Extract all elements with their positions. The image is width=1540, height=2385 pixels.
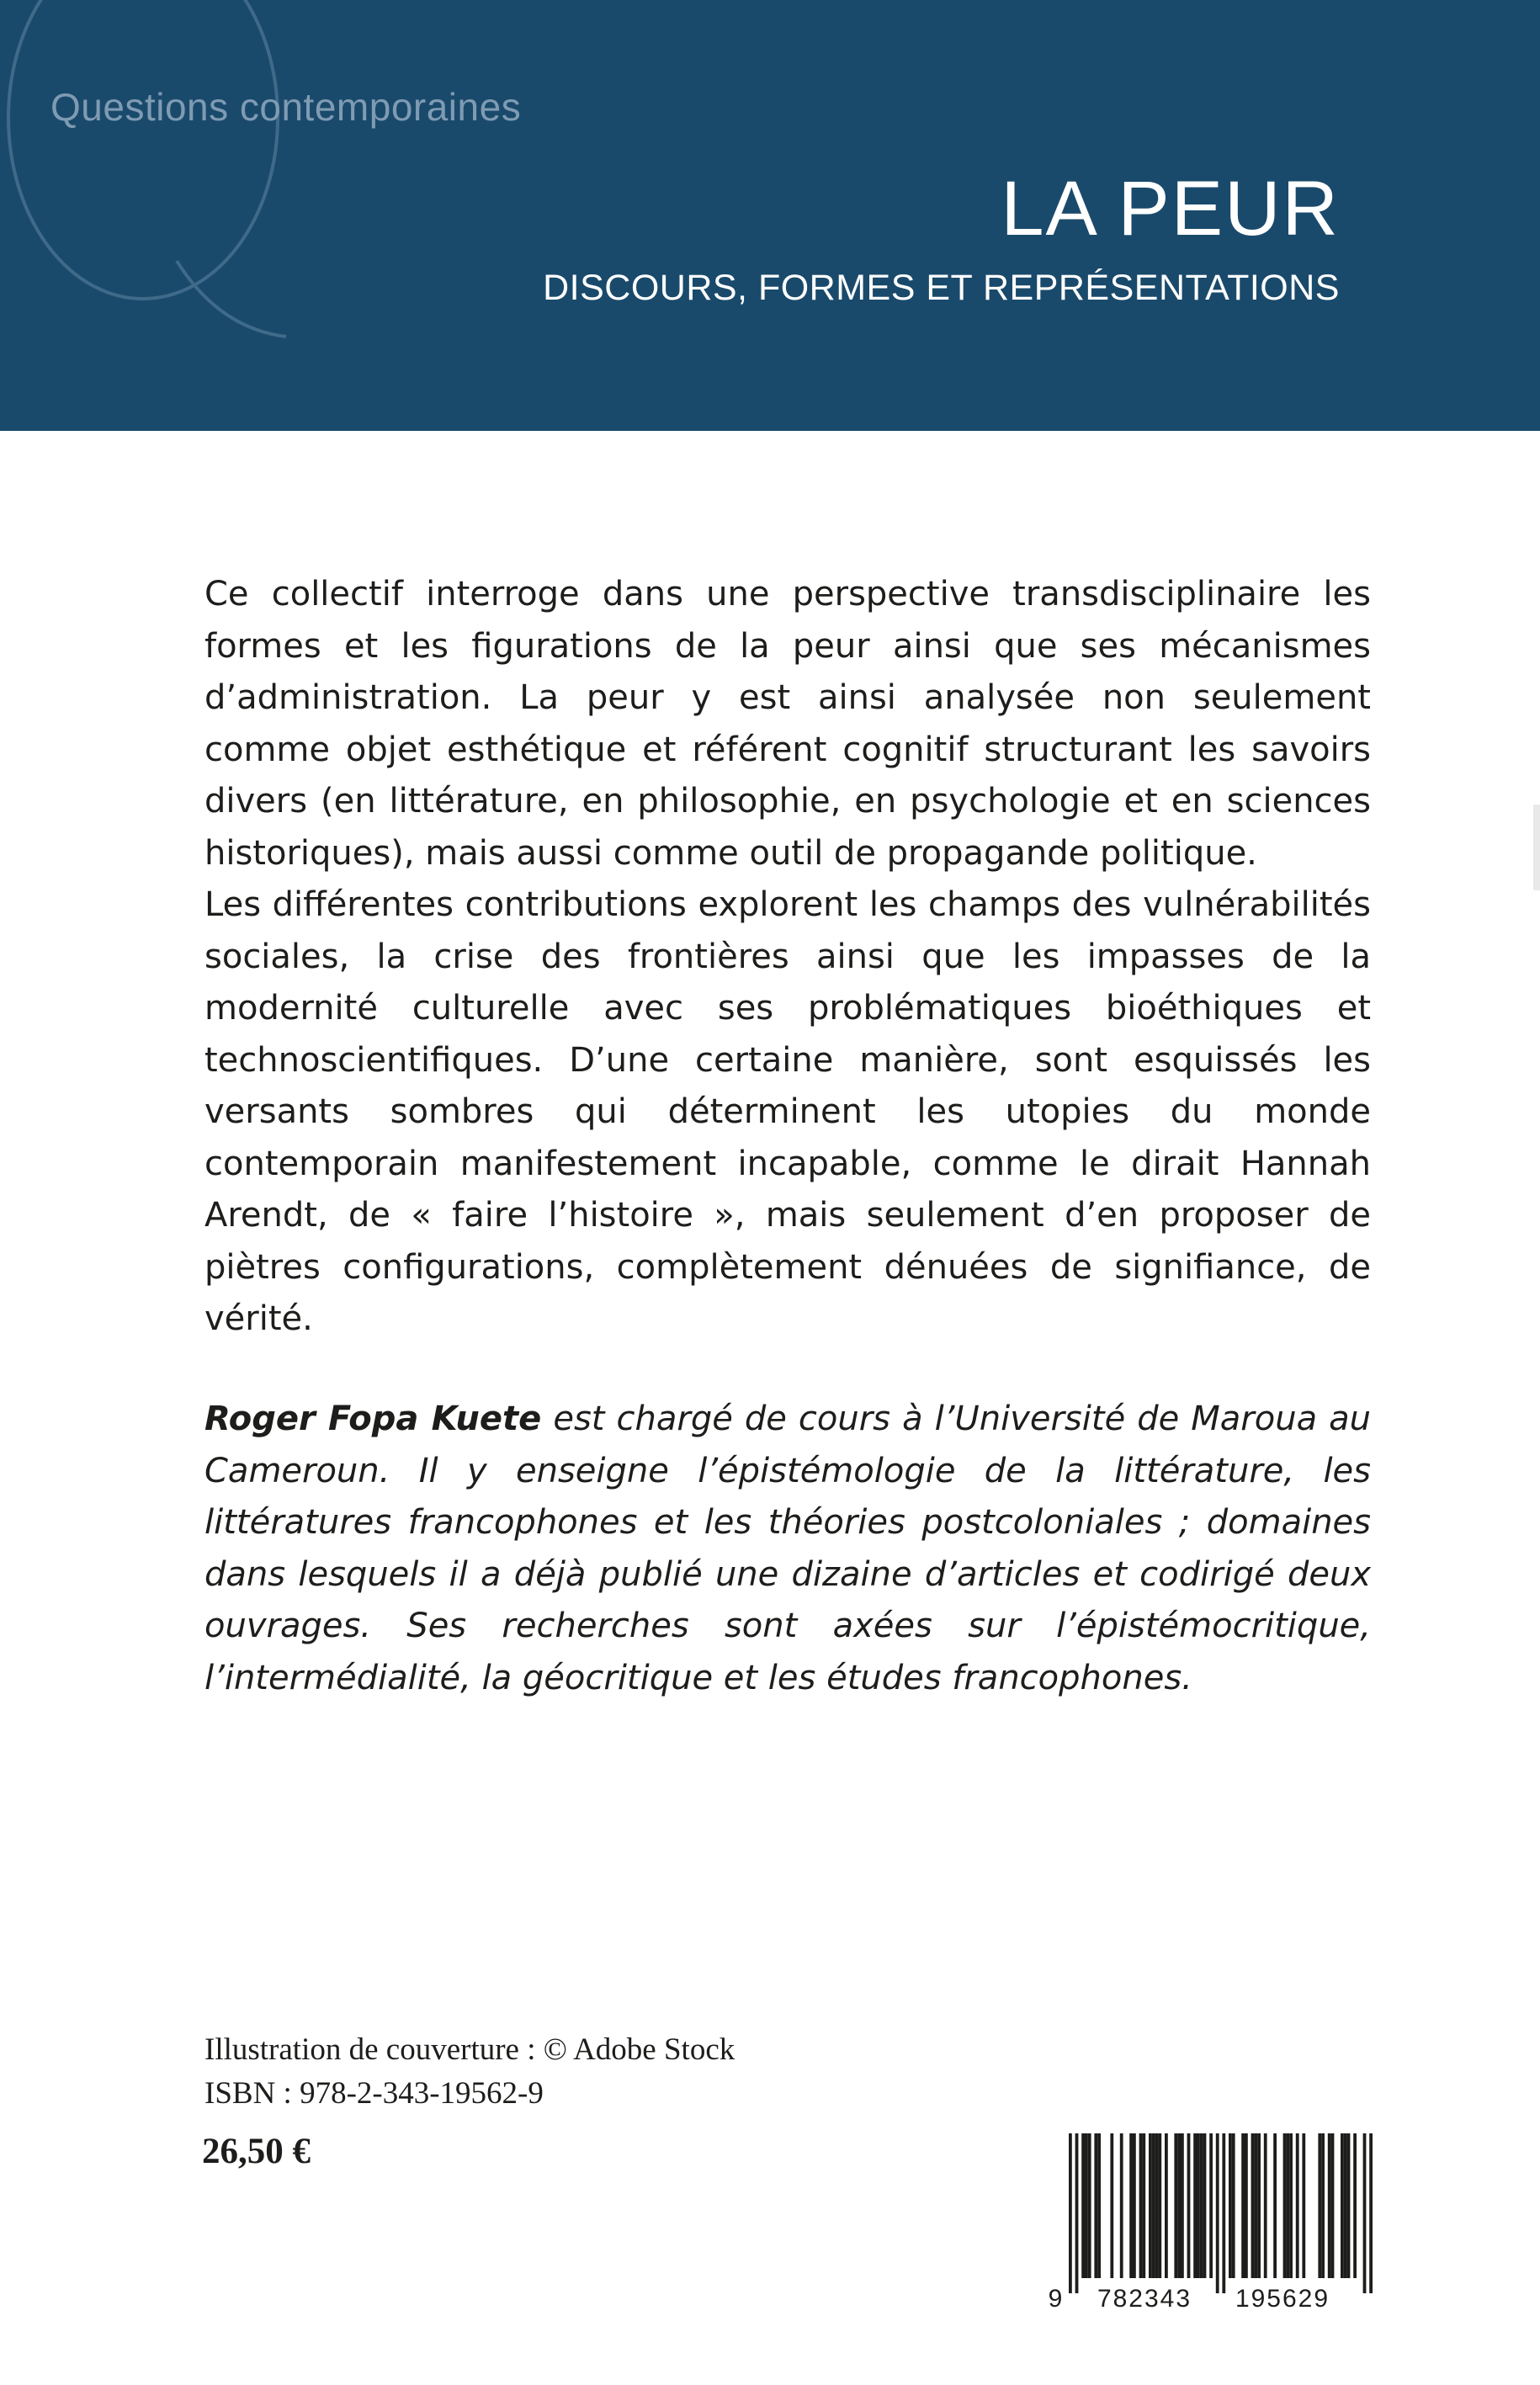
barcode-bar (1328, 2133, 1331, 2278)
barcode-bar (1139, 2133, 1143, 2278)
barcode-bar (1289, 2133, 1293, 2278)
spine-edge-mark (1533, 805, 1540, 890)
barcode-bar (1174, 2133, 1177, 2278)
barcode-bar (1069, 2133, 1072, 2293)
barcode-bar (1094, 2133, 1097, 2278)
cover-header (0, 0, 1540, 431)
barcode-bar (1286, 2133, 1289, 2278)
barcode-bar (1177, 2133, 1181, 2278)
barcode-bar (1088, 2133, 1091, 2278)
barcode-bar (1363, 2133, 1367, 2293)
barcode-bar (1254, 2133, 1257, 2278)
barcode-bar (1200, 2133, 1203, 2278)
q-letter-icon (0, 0, 337, 345)
barcode-bar (1232, 2133, 1235, 2278)
barcode-bar (1302, 2133, 1305, 2278)
synopsis-paragraph-1: Ce collectif interroge dans une perspective transdisciplinaire les formes et les figurations de la peur ainsi que ses mécanismes d’administration. La peur y est ainsi analysée non seulement comme objet esthétique et référent cognitif structurant les savoirs divers (en littérature, en philosophie, en psychologie et en sciences historiques), mais aussi comme outil de propagande politique. (204, 575, 1371, 873)
barcode-bar (1353, 2133, 1357, 2278)
barcode-digit-group-1: 782343 (1097, 2285, 1192, 2310)
isbn: ISBN : 978-2-343-19562-9 (204, 2076, 544, 2111)
barcode-bar (1257, 2133, 1261, 2278)
barcode-bar (1273, 2133, 1277, 2278)
barcode-bar (1142, 2133, 1145, 2278)
barcode-bar (1347, 2133, 1351, 2278)
barcode-digit-first: 9 (1048, 2285, 1063, 2310)
barcode-bar (1110, 2133, 1113, 2278)
barcode-bar (1120, 2133, 1123, 2278)
barcode-bar (1229, 2133, 1232, 2278)
barcode-bar (1165, 2133, 1168, 2278)
author-name: Roger Fopa Kuete (204, 1400, 542, 1438)
barcode-bar (1133, 2133, 1136, 2278)
barcode-bar (1085, 2133, 1088, 2278)
barcode-bar (1222, 2133, 1225, 2293)
barcode-bar (1149, 2133, 1152, 2278)
barcode-bars (1069, 2133, 1373, 2293)
barcode-bar (1264, 2133, 1267, 2278)
barcode-bar (1341, 2133, 1344, 2278)
barcode-digit-group-2: 195629 (1235, 2285, 1330, 2310)
barcode-bar (1283, 2133, 1287, 2278)
barcode-bar (1097, 2133, 1101, 2278)
barcode-bar (1209, 2133, 1213, 2278)
synopsis-paragraph-2: Les différentes contributions explorent les champs des vulnérabilités sociales, la crise des frontières ainsi que les impasses de la modernité culturelle avec ses problématiques bioéthiques et technoscientifiques. D’une certaine manière, sont esquissés les versants sombres qui déterminent les utopies du monde contemporain manifestement incapable, comme le dirait Hannah Arendt, de « faire l’histoire », mais seulement d’en proposer de piètres configurations, complètement dénuées de signifiance, de vérité. (204, 885, 1371, 1338)
barcode-bar (1158, 2133, 1161, 2278)
barcode-bar (1369, 2133, 1373, 2293)
barcode-bar (1296, 2133, 1299, 2278)
price: 26,50 € (202, 2132, 311, 2171)
ean13-barcode-icon (1043, 2133, 1390, 2310)
barcode-bar (1155, 2133, 1159, 2278)
barcode-bar (1216, 2133, 1219, 2293)
author-bio-text: est chargé de cours à l’Université de Maroua au Cameroun. Il y enseigne l’épistémologie de la littérature, les littératures francophones et les théories postcoloniales ; domaines dans lesquels il a déjà publié une dizaine d’articles et codirigé deux ouvrages. Ses recherches sont axées sur l’épistémocritique, l’intermédialité, la géocritique et les études francophones. (204, 1400, 1371, 1697)
series-name: Questions contemporaines (50, 85, 522, 129)
author-bio (204, 1394, 1371, 1704)
barcode-bar (1181, 2133, 1184, 2278)
barcode-bar (1331, 2133, 1335, 2278)
barcode-bar (1152, 2133, 1155, 2278)
barcode-bar (1321, 2133, 1325, 2278)
barcode-bar (1251, 2133, 1255, 2278)
book-title: LA PEUR (1001, 166, 1340, 252)
credits (204, 2028, 735, 2116)
barcode-bar (1245, 2133, 1248, 2278)
barcode-bar (1193, 2133, 1197, 2278)
synopsis (204, 569, 1371, 1346)
barcode-bar (1344, 2133, 1347, 2278)
illustration-credit: Illustration de couverture : © Adobe Stock (204, 2032, 735, 2067)
barcode-bar (1318, 2133, 1321, 2278)
barcode-bar (1129, 2133, 1133, 2278)
barcode-bar (1187, 2133, 1191, 2278)
barcode-bar (1197, 2133, 1200, 2278)
barcode-bar (1241, 2133, 1245, 2278)
barcode-bar (1081, 2133, 1085, 2278)
barcode-bar (1075, 2133, 1079, 2293)
book-subtitle: DISCOURS, FORMES ET REPRÉSENTATIONS (543, 268, 1340, 308)
barcode-bar (1203, 2133, 1207, 2278)
